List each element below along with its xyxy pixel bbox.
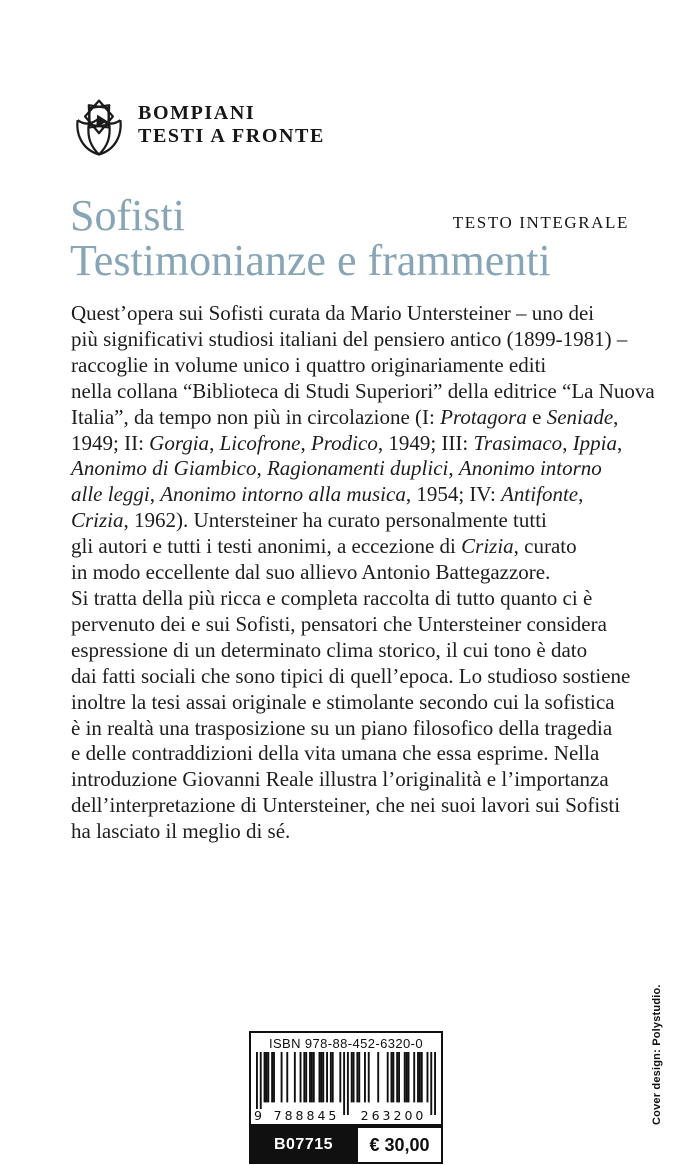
body-line: alle leggi, Anonimo intorno alla musica, 1954; IV: Antifonte, — [71, 482, 584, 507]
body-line: dell’interpretazione di Untersteiner, che nei suoi lavori sui Sofisti — [71, 793, 621, 818]
barcode-digits — [256, 1109, 436, 1123]
barcode-digit-group2: 263200 — [358, 1109, 429, 1123]
body-line: ha lasciato il meglio di sé. — [71, 819, 291, 844]
ean13-barcode — [256, 1052, 436, 1115]
body-line: inoltre la tesi assai originale e stimolante secondo cui la sofistica — [71, 689, 615, 714]
body-line: nella collana “Biblioteca di Studi Superiori” della editrice “La Nuova — [71, 378, 655, 403]
book-title: Sofisti — [70, 191, 185, 240]
label-bottom-row — [249, 1126, 443, 1164]
back-cover-blurb — [71, 301, 655, 845]
barcode-label — [249, 1031, 443, 1164]
body-line: introduzione Giovanni Reale illustra l’originalità e l’importanza — [71, 767, 609, 792]
price: € 30,00 — [358, 1126, 443, 1164]
product-code: B07715 — [249, 1126, 358, 1164]
barcode-digit-lead: 9 — [252, 1109, 264, 1123]
barcode-digit-group1: 788845 — [271, 1109, 342, 1123]
body-line: espressione di un determinato clima storico, il cui tono è dato — [71, 637, 588, 662]
bompiani-flower-icon — [73, 97, 125, 160]
body-line: e delle contraddizioni della vita umana che essa esprime. Nella — [71, 741, 600, 766]
title-block — [70, 193, 551, 283]
body-line: è in realtà una trasposizione su un piano filosofico della tragedia — [71, 715, 613, 740]
body-line: Italia”, da tempo non più in circolazione (I: Protagora e Seniade, — [71, 404, 619, 429]
isbn-text: ISBN 978-88-452-6320-0 — [268, 1036, 424, 1051]
publisher-name — [138, 102, 325, 148]
body-line: Anonimo di Giambico, Ragionamenti duplici, Anonimo intorno — [71, 456, 602, 481]
body-line: Quest’opera sui Sofisti curata da Mario Untersteiner – uno dei — [71, 301, 595, 325]
barcode-box — [249, 1031, 443, 1126]
publisher-logo — [73, 97, 325, 160]
body-line: pervenuto dei e sui Sofisti, pensatori che Untersteiner considera — [71, 611, 607, 636]
body-line: 1949; II: Gorgia, Licofrone, Prodico, 1949; III: Trasimaco, Ippia, — [71, 430, 623, 455]
body-line: più significativi studiosi italiani del pensiero antico (1899-1981) – — [71, 326, 628, 351]
body-line: dai fatti sociali che sono tipici di quell’epoca. Lo studioso sostiene — [71, 663, 631, 688]
publisher-line2: TESTI A FRONTE — [138, 125, 325, 147]
body-line: Crizia, 1962). Untersteiner ha curato personalmente tutti — [71, 508, 547, 533]
body-line: Si tratta della più ricca e completa raccolta di tutto quanto ci è — [71, 585, 593, 610]
publisher-line1: BOMPIANI — [138, 102, 256, 124]
body-line: in modo eccellente dal suo allievo Antonio Battegazzore. — [71, 560, 551, 585]
cover-design-credit: Cover design: Polystudio. — [651, 984, 663, 1125]
edition-note: TESTO INTEGRALE — [452, 213, 629, 232]
body-line: gli autori e tutti i testi anonimi, a eccezione di Crizia, curato — [71, 534, 577, 559]
body-line: raccoglie in volume unico i quattro originariamente editi — [71, 352, 547, 377]
book-subtitle: Testimonianze e frammenti — [70, 236, 551, 285]
